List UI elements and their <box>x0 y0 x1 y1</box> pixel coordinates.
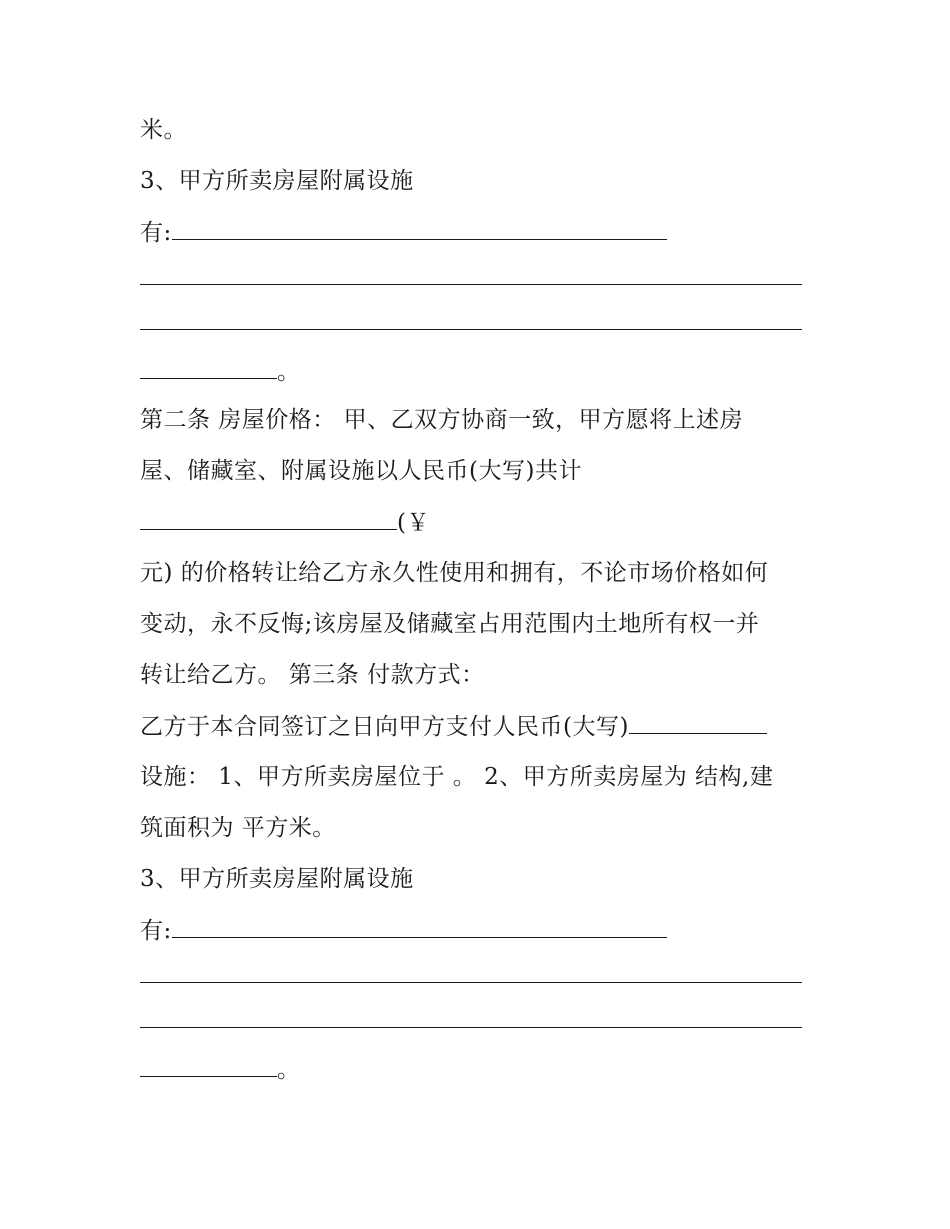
text-line-content: 。 <box>277 1057 301 1083</box>
fill-in-blank <box>140 329 802 330</box>
text-line <box>140 864 414 894</box>
fill-in-blank <box>140 1054 277 1077</box>
text-line-content: 筑面积为 平方米。 <box>140 815 336 841</box>
text-line <box>140 813 336 843</box>
text-line <box>140 166 414 196</box>
text-line <box>140 217 667 248</box>
fill-in-blank <box>629 711 767 734</box>
text-line-content: 3、甲方所卖房屋附属设施 <box>140 866 414 892</box>
text-line <box>140 405 743 435</box>
fill-in-blank <box>140 284 802 285</box>
text-line-content: 。 <box>277 359 301 385</box>
text-line <box>140 711 767 742</box>
text-line <box>140 609 759 639</box>
text-line <box>140 507 430 538</box>
text-line-content: 乙方于本合同签订之日向甲方支付人民币(大写) <box>140 714 629 740</box>
fill-in-blank <box>140 356 277 379</box>
fill-in-blank <box>140 982 802 983</box>
text-line <box>140 558 768 588</box>
text-line <box>140 456 582 486</box>
text-line-content: 变动，永不反悔;该房屋及储藏室占用范围内土地所有权一并 <box>140 611 760 637</box>
text-line-content: (￥ <box>397 510 430 536</box>
text-line-content: 米。 <box>140 117 187 143</box>
text-line-content: 3、甲方所卖房屋附属设施 <box>140 168 414 194</box>
text-line-content: 元) 的价格转让给乙方永久性使用和拥有，不论市场价格如何 <box>140 560 769 586</box>
text-line <box>140 115 187 145</box>
fill-in-blank <box>172 217 667 240</box>
text-line <box>140 762 773 792</box>
text-line <box>140 660 485 690</box>
fill-in-blank <box>172 915 667 938</box>
text-line <box>140 1054 301 1085</box>
fill-in-blank <box>140 507 397 530</box>
text-line-content: 屋、储藏室、附属设施以人民币(大写)共计 <box>140 458 582 484</box>
text-line-content: 有: <box>140 220 172 246</box>
text-line-content: 第二条 房屋价格： 甲、乙双方协商一致，甲方愿将上述房 <box>140 407 744 433</box>
fill-in-blank <box>140 1027 802 1028</box>
text-line-content: 设施： 1、甲方所卖房屋位于 。 2、甲方所卖房屋为 结构,建 <box>140 764 774 790</box>
text-line-content: 转让给乙方。 第三条 付款方式： <box>140 662 485 688</box>
text-line <box>140 915 667 946</box>
text-line <box>140 356 301 387</box>
text-line-content: 有: <box>140 918 172 944</box>
